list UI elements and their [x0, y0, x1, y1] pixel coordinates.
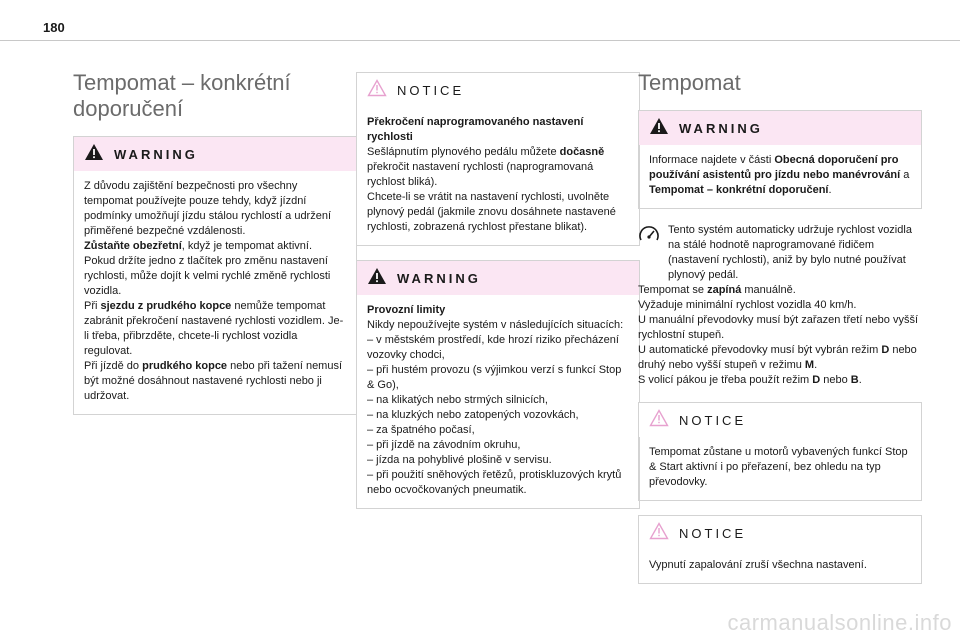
list-item: – při jízdě na závodním okruhu, — [367, 439, 521, 451]
warning-header — [357, 261, 639, 295]
column-left — [73, 70, 357, 429]
paragraph: Z důvodu zajištění bezpečnosti pro všechny tempomat používejte pouze tehdy, když jízdní podmínky umožňují jízdu stálou rychlostí a udržení přiměřené bezpečné vzdálenosti. — [84, 180, 332, 237]
notice-label: NOTICE — [679, 412, 747, 428]
watermark: carmanualsonline.info — [727, 610, 952, 635]
list-item: – za špatného počasí, — [367, 424, 475, 436]
notice-box — [638, 402, 922, 501]
warning-body — [639, 145, 921, 208]
list-item: – při použití sněhových řetězů, protiskluzových krytů nebo ocvočkovaných pneumatik. — [367, 469, 622, 496]
paragraph: Sešlápnutím plynového pedálu můžete dočasně překročit nastavení rychlosti (naprogramovaná rychlost bliká). — [367, 146, 605, 188]
speedometer-icon — [638, 225, 660, 283]
list-item: – jízda na pohyblivé plošině v servisu. — [367, 454, 552, 466]
notice-icon — [367, 79, 387, 102]
column-middle — [356, 72, 640, 523]
warning-body — [357, 295, 639, 508]
section-title-tempomat-specific: Tempomat – konkrétní doporučení — [73, 70, 291, 121]
paragraph: Zůstaňte obezřetní, když je tempomat aktivní. Pokud držíte jedno z tlačítek pro změnu nastavení rychlosti, může dojít k velmi rychlé změně rychlosti vozidla. — [84, 240, 331, 297]
warning-heading: Provozní limity — [367, 304, 446, 316]
warning-label: WARNING — [679, 120, 763, 136]
paragraph: Nikdy nepoužívejte systém v následujících situacích: — [367, 319, 624, 331]
paragraph: U automatické převodovky musí být vybrán režim D nebo druhý nebo vyšší stupeň v režimu M. — [638, 344, 917, 371]
warning-icon — [84, 143, 104, 166]
notice-label: NOTICE — [679, 525, 747, 541]
warning-body — [74, 171, 356, 414]
warning-label: WARNING — [114, 146, 198, 162]
paragraph: Tempomat se zapíná manuálně. — [638, 284, 796, 296]
paragraph: Při sjezdu z prudkého kopce nemůže tempomat zabránit překročení nastavené rychlosti vozidlem. Je-li třeba, přibrzděte, chcete-li rychlost vozidla regulovat. — [84, 300, 344, 357]
paragraph: S volicí pákou je třeba použít režim D nebo B. — [638, 374, 862, 386]
paragraph: Tento systém automaticky udržuje rychlost vozidla na stálé hodnotě naprogramované řidičem (nastavení rychlosti), aniž by bylo nutné používat plynový pedál. — [668, 224, 912, 281]
notice-box — [356, 72, 640, 246]
warning-icon — [367, 267, 387, 290]
notice-body — [357, 107, 639, 245]
notice-box — [638, 515, 922, 584]
notice-icon — [649, 522, 669, 545]
warning-icon — [649, 117, 669, 140]
list-item: – v městském prostředí, kde hrozí riziko přecházení vozovky chodci, — [367, 334, 619, 361]
paragraph: Vypnutí zapalování zruší všechna nastavení. — [649, 559, 867, 571]
paragraph: Chcete-li se vrátit na nastavení rychlosti, uvolněte plynový pedál (jakmile znovu dosáhnete nastavené rychlosti, zobrazená rychlost přestane blikat). — [367, 191, 616, 233]
notice-icon — [649, 409, 669, 432]
notice-body — [639, 437, 921, 500]
warning-box — [73, 136, 357, 415]
list-item: – při hustém provozu (s výjimkou verzí s funkcí Stop & Go), — [367, 364, 622, 391]
warning-label: WARNING — [397, 270, 481, 286]
speedometer-tip — [638, 223, 922, 283]
list-item: – na kluzkých nebo zatopených vozovkách, — [367, 409, 579, 421]
notice-label: NOTICE — [397, 82, 465, 98]
paragraph: U manuální převodovky musí být zařazen třetí nebo vyšší rychlostní stupeň. — [638, 314, 919, 341]
warning-box — [638, 110, 922, 209]
page-number: 180 — [43, 20, 65, 35]
notice-header — [357, 73, 639, 107]
notice-heading: Překročení naprogramovaného nastavení rychlosti — [367, 116, 584, 143]
notice-header — [639, 516, 921, 550]
list-item: – na klikatých nebo strmých silnicích, — [367, 394, 548, 406]
paragraph: Tempomat zůstane u motorů vybavených funkcí Stop & Start aktivní i po přeřazení, bez ohledu na typ převodovky. — [649, 446, 908, 488]
paragraph: Vyžaduje minimální rychlost vozidla 40 km/h. — [638, 299, 857, 311]
paragraph: Informace najdete v části Obecná doporučení pro používání asistentů pro jízdu nebo manévrování a Tempomat – konkrétní doporučení. — [649, 154, 910, 196]
warning-header — [74, 137, 356, 171]
column-right — [638, 70, 922, 598]
paragraph: Při jízdě do prudkého kopce nebo při tažení nemusí být možné dosáhnout nastavené rychlosti nebo ji udržovat. — [84, 360, 343, 402]
warning-header — [639, 111, 921, 145]
notice-body — [639, 550, 921, 583]
section-title-tempomat: Tempomat — [638, 70, 741, 95]
top-divider — [0, 40, 960, 41]
notice-header — [639, 403, 921, 437]
warning-box — [356, 260, 640, 509]
